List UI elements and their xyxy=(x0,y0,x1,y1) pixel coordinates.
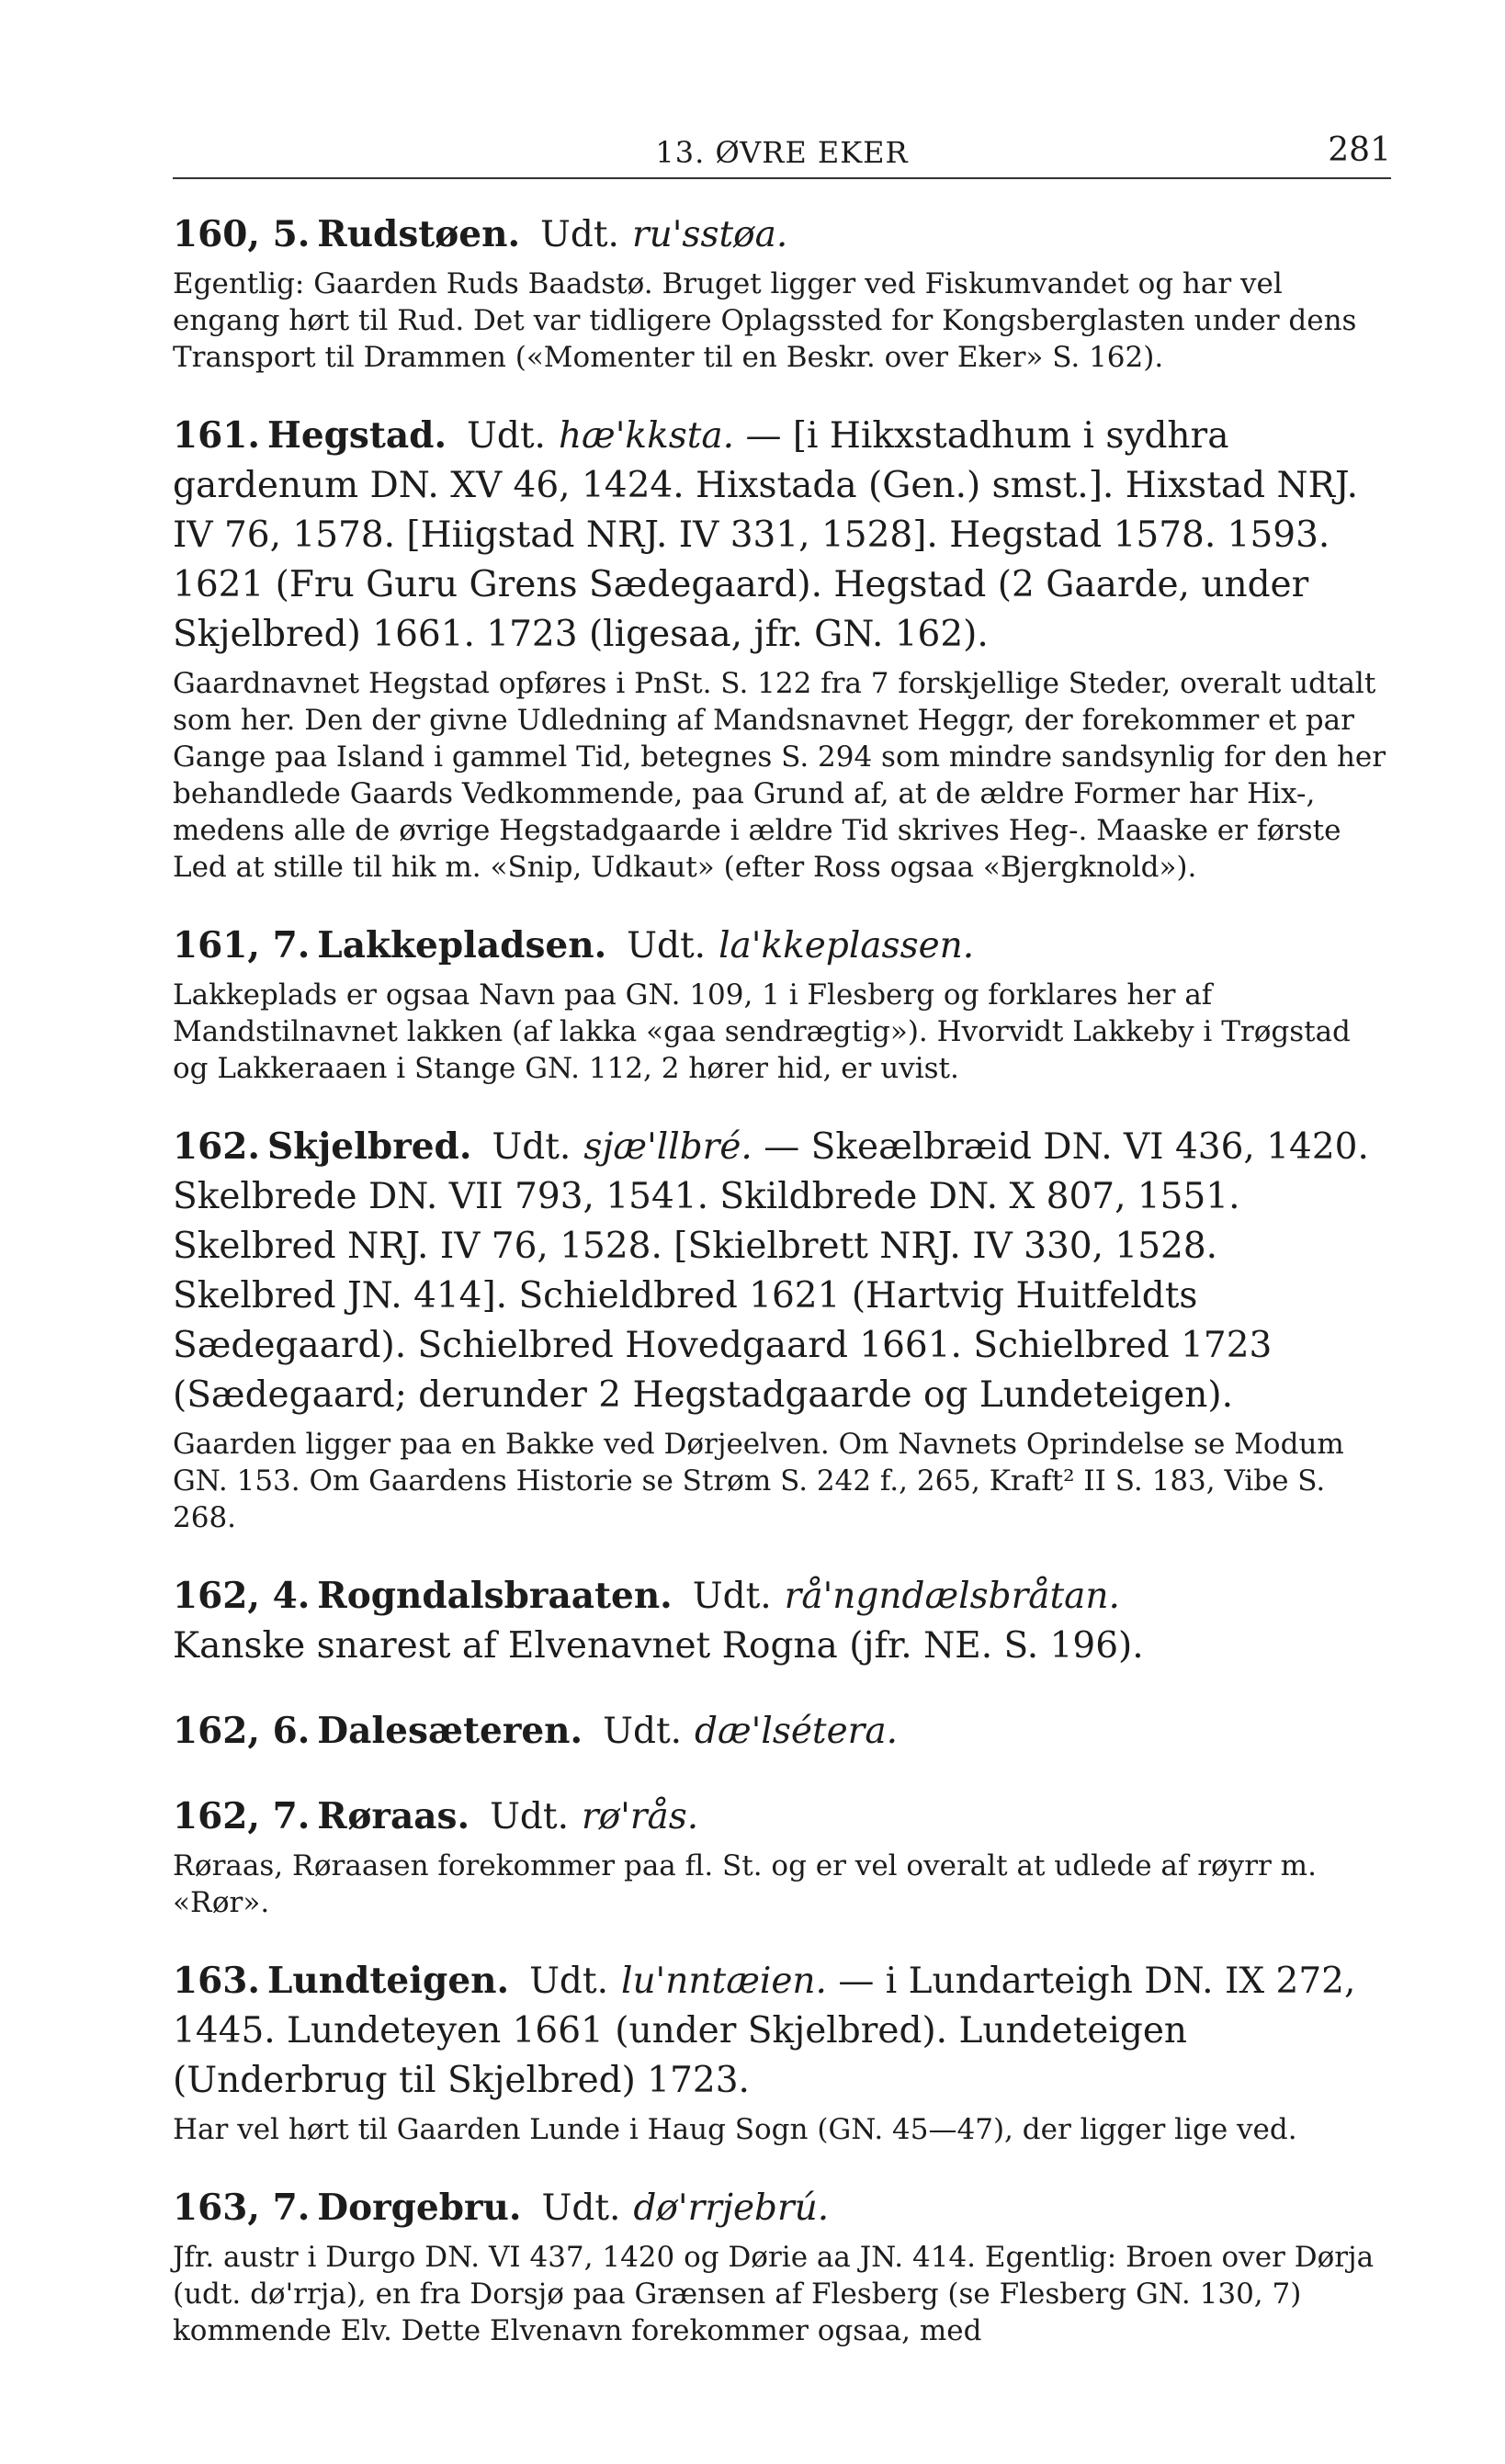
entry-number: 163. xyxy=(173,1960,260,2002)
pronunciation: dæ'lsétera. xyxy=(695,1711,898,1752)
entry-number: 161. xyxy=(173,414,260,457)
pronunciation-label: Udt. xyxy=(540,214,619,255)
pronunciation-label: Udt. xyxy=(467,415,546,457)
entry-number: 162. xyxy=(173,1125,260,1168)
place-entry xyxy=(173,1122,1391,1536)
entry-spacer xyxy=(173,1087,1391,1122)
historical-forms: — i Lundarteigh DN. IX 272, 1445. Lundeteyen 1661 (under Skjelbred). Lundeteigen (Underbrug til Skjelbred) 1723. xyxy=(173,1961,1356,2101)
page-number: 281 xyxy=(1328,131,1391,169)
place-entry xyxy=(173,209,1391,376)
entry-number: 162, 4. xyxy=(173,1575,311,1617)
farm-name: Rudstøen. xyxy=(317,213,521,255)
entry-commentary: Jfr. austr i Durgo DN. VI 437, 1420 og Dørie aa JN. 414. Egentlig: Broen over Dørja (udt. dø'rrja), en fra Dorsjø paa Grænsen af Flesberg (se Flesberg GN. 130, 7) kommende Elv. Dette Elvenavn forekommer ogsaa, med xyxy=(173,2241,1375,2347)
farm-name: Lundteigen. xyxy=(267,1960,510,2002)
entry-spacer xyxy=(173,1921,1391,1956)
running-header xyxy=(173,131,1391,179)
entry-heading xyxy=(173,1571,1391,1622)
entry-heading xyxy=(173,1791,1391,1842)
place-entry xyxy=(173,1571,1391,1671)
pronunciation: hæ'kksta. xyxy=(558,415,735,457)
farm-name: Røraas. xyxy=(317,1795,470,1837)
entry-spacer xyxy=(173,1536,1391,1571)
entry-heading xyxy=(173,209,1391,260)
entry-heading xyxy=(173,921,1391,971)
entry-commentary: Lakkeplads er ogsaa Navn paa GN. 109, 1 i Flesberg og forklares her af Mandstilnavnet lakken (af lakka «gaa sendrægtig»). Hvorvidt Lakkeby i Trøgstad og Lakkeraaen i Stange GN. 112, 2 hører hid, er uvist. xyxy=(173,978,1351,1085)
historical-forms: — [i Hikxstadhum i sydhra gardenum DN. XV 46, 1424. Hixstada (Gen.) smst.]. Hixstad NRJ. IV 76, 1578. [Hiigstad NRJ. IV 331, 1528]. Hegstad 1578. 1593. 1621 (Fru Guru Grens Sædegaard). Hegstad (2 Gaarde, under Skjelbred) 1661. 1723 (ligesaa, jfr. GN. 162). xyxy=(173,415,1358,655)
pronunciation: lu'nntæien. xyxy=(620,1961,827,2002)
place-entry xyxy=(173,1956,1391,2148)
entry-spacer xyxy=(173,1757,1391,1791)
pronunciation: la'kkeplassen. xyxy=(719,925,975,966)
pronunciation: rå'ngndælsbråtan. xyxy=(784,1576,1120,1617)
farm-name: Lakkepladsen. xyxy=(317,924,607,966)
place-entry xyxy=(173,1791,1391,1921)
pronunciation: dø'rrjebrú. xyxy=(633,2187,830,2229)
entry-number: 162, 6. xyxy=(173,1710,311,1752)
entry-commentary: Gaardnavnet Hegstad opføres i PnSt. S. 122 fra 7 forskjellige Steder, overalt udtalt som her. Den der givne Udledning af Mandsnavnet Heggr, der forekommer et par Gange paa Island i gammel Tid, betegnes S. 294 som mindre sandsynlig for den her behandlede Gaards Vedkommende, paa Grund af, at de ældre Former har Hix-, medens alle de øvrige Hegstadgaarde i ældre Tid skrives Heg-. Maaske er første Led at stille til hik m. «Snip, Udkaut» (efter Ross ogsaa «Bjergknold»). xyxy=(173,667,1386,884)
entry-number: 160, 5. xyxy=(173,213,311,255)
entry-commentary: Gaarden ligger paa en Bakke ved Dørjeelven. Om Navnets Oprindelse se Modum GN. 153. Om Gaardens Historie se Strøm S. 242 f., 265, Kraft² II S. 183, Vibe S. 268. xyxy=(173,1428,1344,1534)
section-title: 13. ØVRE EKER xyxy=(655,135,909,170)
farm-name: Dorgebru. xyxy=(317,2187,522,2229)
farm-name: Hegstad. xyxy=(267,414,447,457)
entry-commentary: Har vel hørt til Gaarden Lunde i Haug Sogn (GN. 45—47), der ligger lige ved. xyxy=(173,2113,1297,2146)
place-entry xyxy=(173,2183,1391,2349)
entry-heading xyxy=(173,411,1391,660)
entry-spacer xyxy=(173,376,1391,411)
pronunciation-label: Udt. xyxy=(603,1711,683,1752)
entry-heading xyxy=(173,1122,1391,1420)
pronunciation-label: Udt. xyxy=(492,1126,571,1168)
page-content xyxy=(173,209,1391,2349)
historical-forms: — Skeælbræid DN. VI 436, 1420. Skelbrede DN. VII 793, 1541. Skildbrede DN. X 807, 1551. Skelbred NRJ. IV 76, 1528. [Skielbrett NRJ. IV 330, 1528. Skelbred JN. 414]. Schieldbred 1621 (Hartvig Huitfeldts Sædegaard). Schielbred Hovedgaard 1661. Schielbred 1723 (Sædegaard; derunder 2 Hegstadgaarde og Lundeteigen). xyxy=(173,1126,1369,1416)
pronunciation: rø'rås. xyxy=(581,1796,699,1837)
pronunciation: ru'sstøa. xyxy=(631,214,788,255)
place-entry xyxy=(173,411,1391,886)
farm-name: Dalesæteren. xyxy=(317,1710,583,1752)
entry-number: 163, 7. xyxy=(173,2187,311,2229)
entry-spacer xyxy=(173,2148,1391,2183)
entry-heading xyxy=(173,2183,1391,2233)
pronunciation: sjæ'llbré. xyxy=(583,1126,752,1168)
entry-text: Kanske snarest af Elvenavnet Rogna (jfr. NE. S. 196). xyxy=(173,1625,1144,1667)
entry-commentary: Røraas, Røraasen forekommer paa fl. St. og er vel overalt at udlede af røyrr m. «Rør». xyxy=(173,1849,1317,1919)
entry-commentary: Egentlig: Gaarden Ruds Baadstø. Bruget ligger ved Fiskumvandet og har vel engang hørt til Rud. Det var tidligere Oplagssted for Kongsberglasten under dens Transport til Drammen («Momenter til en Beskr. over Eker» S. 162). xyxy=(173,267,1357,374)
pronunciation-label: Udt. xyxy=(541,2187,621,2229)
place-entry xyxy=(173,1706,1391,1757)
place-entry xyxy=(173,921,1391,1087)
pronunciation-label: Udt. xyxy=(490,1796,569,1837)
pronunciation-label: Udt. xyxy=(627,925,707,966)
farm-name: Rogndalsbraaten. xyxy=(317,1575,673,1617)
farm-name: Skjelbred. xyxy=(267,1125,472,1168)
entry-spacer xyxy=(173,886,1391,921)
entry-heading xyxy=(173,1956,1391,2106)
entry-number: 162, 7. xyxy=(173,1795,311,1837)
entry-number: 161, 7. xyxy=(173,924,311,966)
entry-heading xyxy=(173,1706,1391,1757)
pronunciation-label: Udt. xyxy=(529,1961,608,2002)
entry-spacer xyxy=(173,1671,1391,1706)
pronunciation-label: Udt. xyxy=(692,1576,772,1617)
